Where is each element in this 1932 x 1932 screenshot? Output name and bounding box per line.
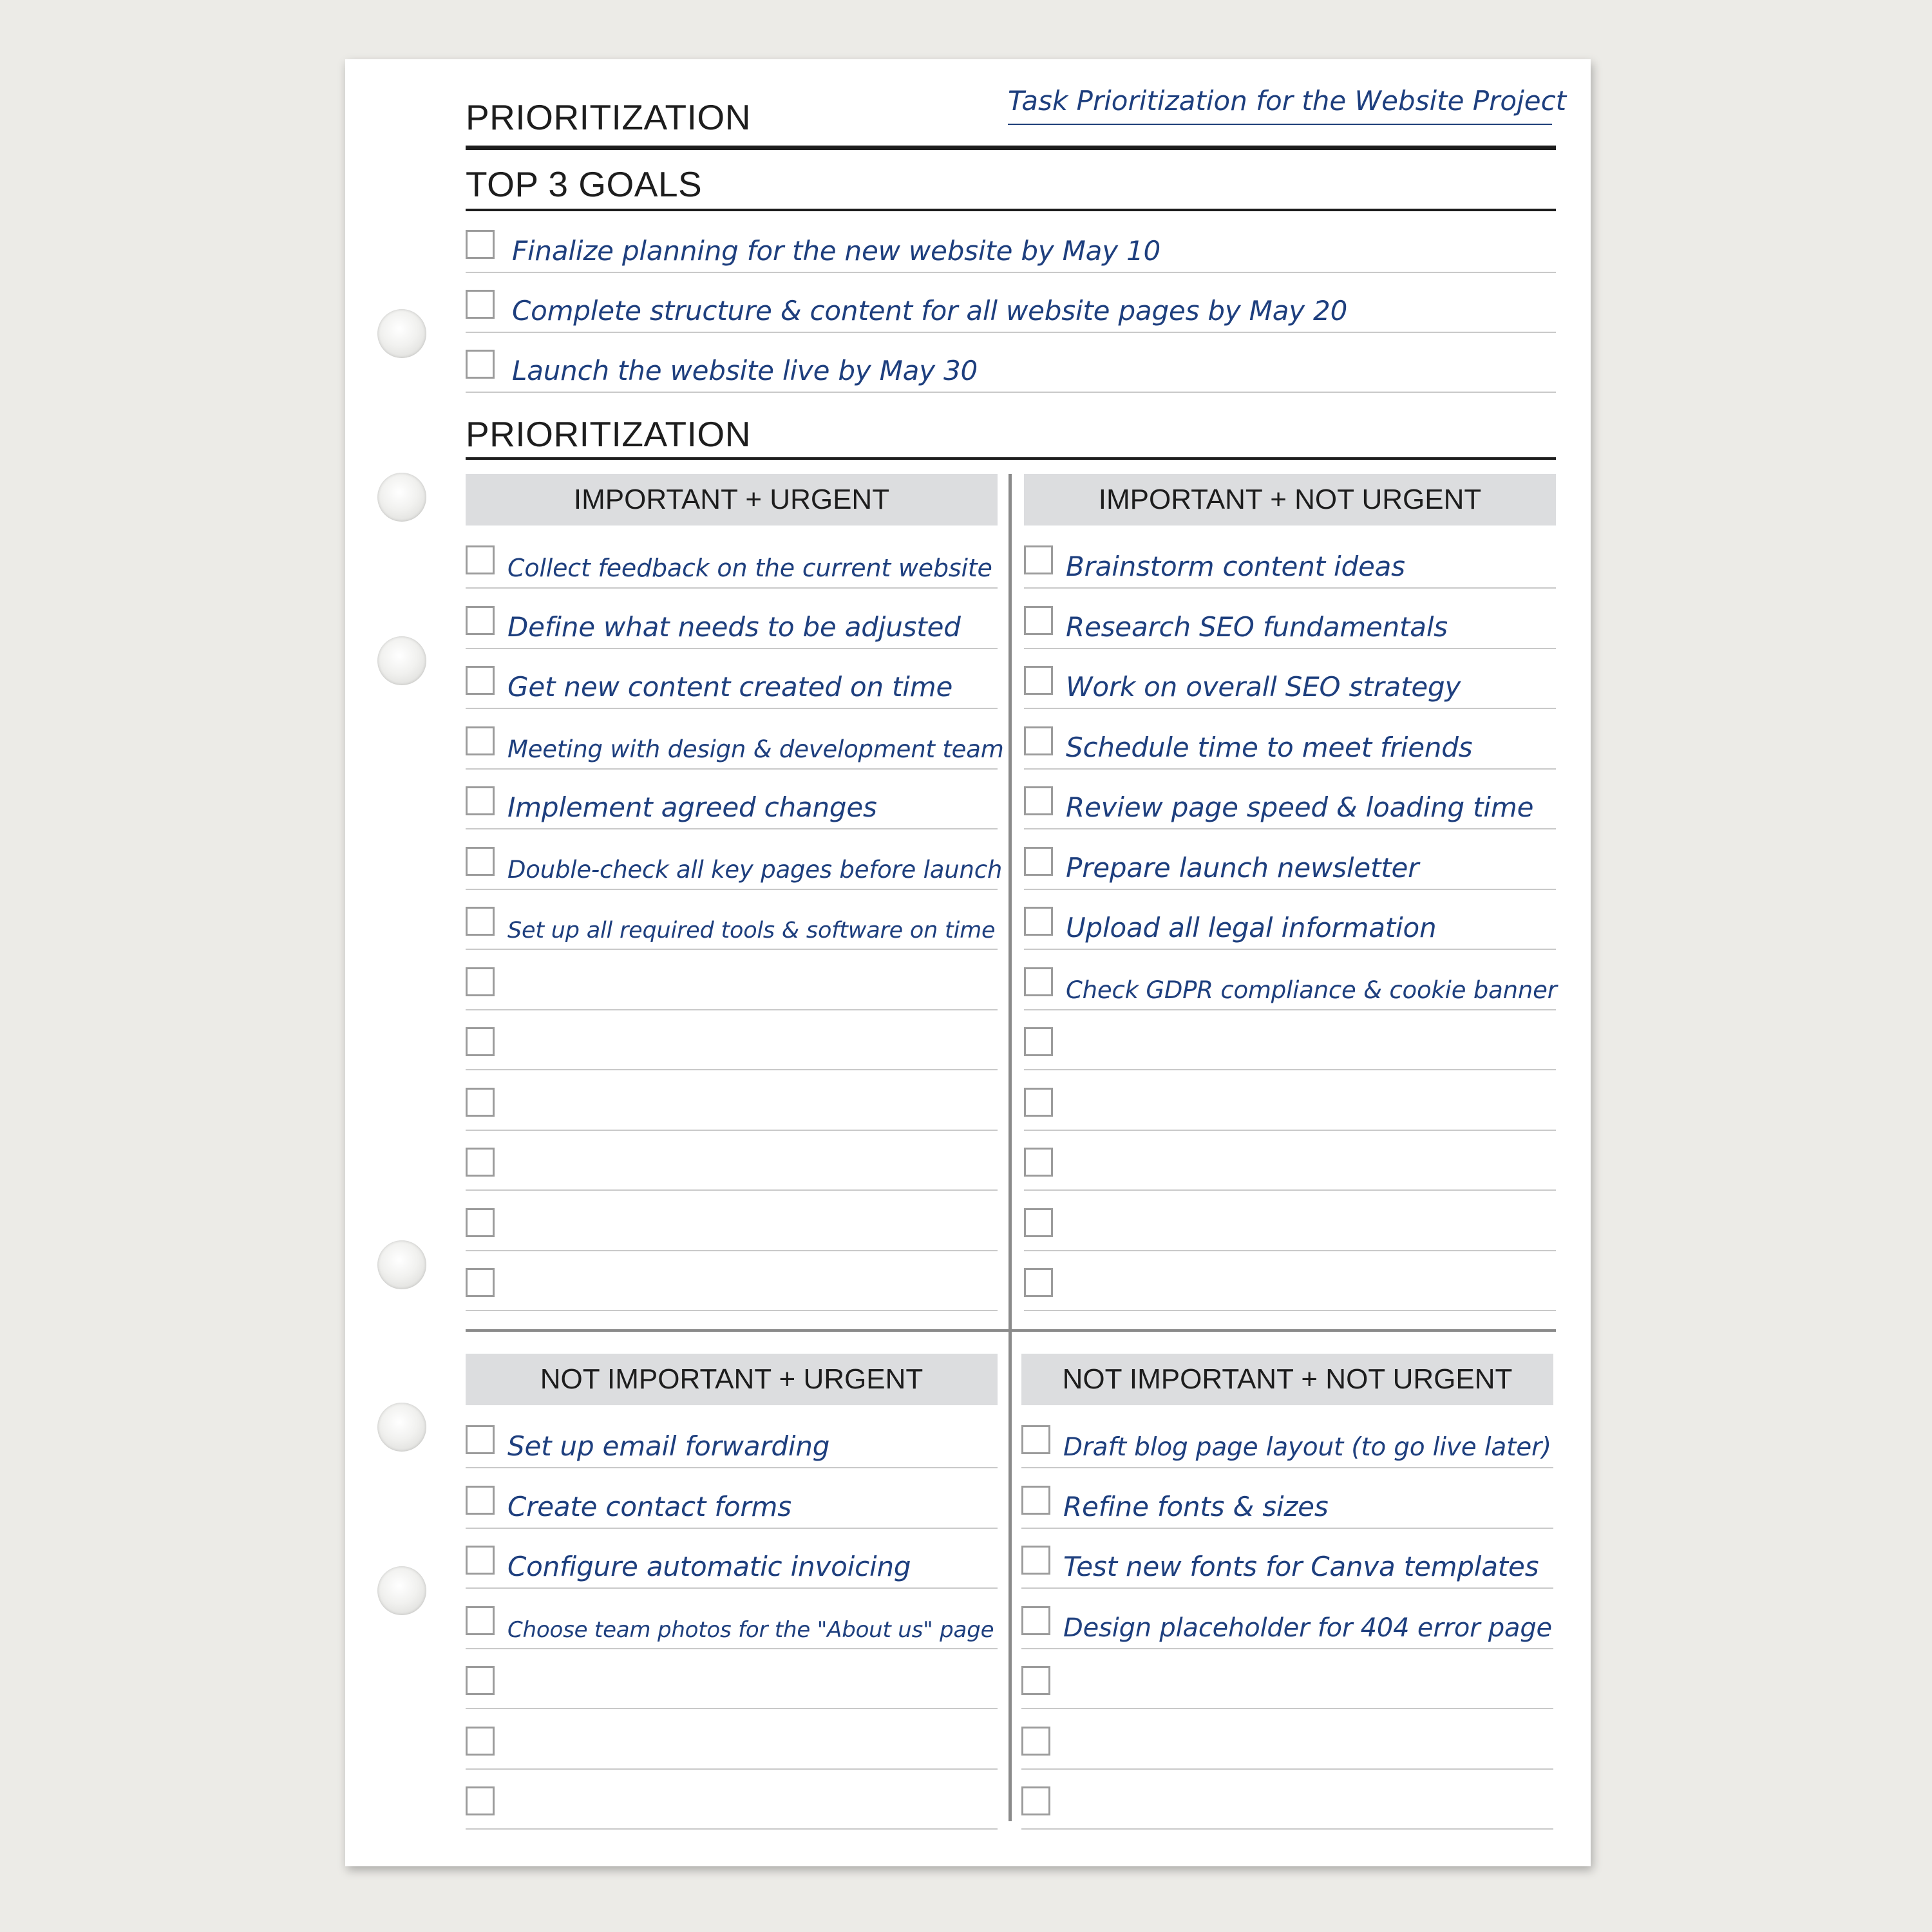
- task-checkbox[interactable]: [466, 1727, 495, 1756]
- task-text: Set up all required tools & software on time: [507, 918, 996, 943]
- task-row: [1024, 1070, 1556, 1131]
- task-row: [466, 1649, 998, 1709]
- punch-hole: [377, 1403, 426, 1452]
- task-checkbox[interactable]: [1024, 666, 1053, 695]
- task-text: Implement agreed changes: [507, 791, 877, 823]
- task-checkbox[interactable]: [1021, 1425, 1050, 1454]
- task-checkbox[interactable]: [1024, 786, 1053, 815]
- task-row: [1021, 1649, 1553, 1709]
- task-row: [466, 1130, 998, 1191]
- planner-page: [345, 59, 1591, 1866]
- task-checkbox[interactable]: [466, 545, 495, 574]
- task-row: [466, 528, 998, 589]
- task-row: [1024, 649, 1556, 709]
- task-row: [466, 1251, 998, 1311]
- task-row: [1024, 1191, 1556, 1251]
- task-row: [466, 332, 1556, 393]
- task-row: [466, 649, 998, 709]
- task-checkbox[interactable]: [1024, 1148, 1053, 1177]
- task-text: Define what needs to be adjusted: [507, 611, 961, 643]
- quadrant-heading-not-important-urgent: NOT IMPORTANT + URGENT: [466, 1354, 998, 1405]
- matrix-vertical-divider: [1009, 474, 1012, 1821]
- task-checkbox[interactable]: [1024, 606, 1053, 635]
- task-row: [1021, 1528, 1553, 1589]
- quadrant-heading-not-important-not-urgent: NOT IMPORTANT + NOT URGENT: [1021, 1354, 1553, 1405]
- task-row: [466, 1589, 998, 1649]
- task-text: Brainstorm content ideas: [1066, 551, 1405, 582]
- task-text: Get new content created on time: [507, 671, 953, 703]
- task-checkbox[interactable]: [466, 1208, 495, 1237]
- punch-hole: [377, 1566, 426, 1615]
- task-checkbox[interactable]: [1024, 847, 1053, 876]
- task-checkbox[interactable]: [1024, 967, 1053, 996]
- title-rule: [466, 146, 1556, 150]
- task-row: [1024, 829, 1556, 890]
- task-checkbox[interactable]: [1024, 1208, 1053, 1237]
- task-checkbox[interactable]: [466, 726, 495, 755]
- task-checkbox[interactable]: [1021, 1486, 1050, 1515]
- task-checkbox[interactable]: [1021, 1786, 1050, 1815]
- task-row: [466, 1191, 998, 1251]
- task-row: [466, 769, 998, 829]
- task-checkbox[interactable]: [466, 1606, 495, 1635]
- task-checkbox[interactable]: [466, 907, 495, 936]
- task-text: Upload all legal information: [1066, 912, 1437, 943]
- matrix-rule: [466, 457, 1556, 460]
- task-row: [1024, 1010, 1556, 1070]
- task-row: [466, 1408, 998, 1468]
- task-text: Check GDPR compliance & cookie banner: [1066, 976, 1557, 1004]
- task-text: Schedule time to meet friends: [1066, 731, 1473, 763]
- goals-heading: TOP 3 GOALS: [466, 164, 703, 204]
- task-checkbox[interactable]: [1021, 1666, 1050, 1695]
- task-row: [466, 213, 1556, 273]
- task-text: Draft blog page layout (to go live later): [1063, 1433, 1551, 1462]
- page-title: PRIORITIZATION: [466, 97, 751, 137]
- task-checkbox[interactable]: [1024, 1088, 1053, 1117]
- task-checkbox[interactable]: [1024, 1268, 1053, 1297]
- task-row: [1024, 1130, 1556, 1191]
- task-row: [466, 272, 1556, 333]
- task-row: [1021, 1408, 1553, 1468]
- punch-hole: [377, 309, 426, 358]
- task-checkbox[interactable]: [466, 350, 495, 379]
- task-row: [1021, 1709, 1553, 1770]
- task-text: Collect feedback on the current website: [507, 554, 992, 582]
- task-checkbox[interactable]: [1024, 726, 1053, 755]
- task-row: [466, 829, 1003, 890]
- task-row: [1024, 889, 1556, 950]
- task-checkbox[interactable]: [466, 1786, 495, 1815]
- task-row: [1024, 1251, 1556, 1311]
- quadrant-heading-important-not-urgent: IMPORTANT + NOT URGENT: [1024, 474, 1556, 526]
- task-row: [466, 1709, 998, 1770]
- task-text: Choose team photos for the "About us" page: [507, 1616, 994, 1643]
- task-checkbox[interactable]: [466, 847, 495, 876]
- matrix-heading: PRIORITIZATION: [466, 414, 751, 454]
- task-checkbox[interactable]: [466, 967, 495, 996]
- task-text: Prepare launch newsletter: [1066, 851, 1419, 884]
- task-row: [1024, 950, 1556, 1010]
- task-row: [466, 1528, 998, 1589]
- task-text: Test new fonts for Canva templates: [1063, 1551, 1539, 1582]
- task-text: Double-check all key pages before launch: [507, 855, 1003, 884]
- task-text: Research SEO fundamentals: [1066, 611, 1448, 643]
- task-checkbox[interactable]: [1024, 1027, 1053, 1056]
- task-row: [1021, 1769, 1553, 1830]
- task-row: [1024, 589, 1556, 649]
- task-checkbox[interactable]: [466, 290, 495, 319]
- punch-hole: [377, 1240, 426, 1289]
- task-row: [466, 709, 1004, 770]
- task-text: Refine fonts & sizes: [1063, 1490, 1329, 1522]
- task-checkbox[interactable]: [466, 1425, 495, 1454]
- task-row: [466, 1468, 998, 1529]
- task-checkbox[interactable]: [466, 1088, 495, 1117]
- task-row: [466, 1769, 998, 1830]
- task-row: [1024, 769, 1556, 829]
- page-subtitle: Task Prioritization for the Website Project: [1008, 85, 1552, 125]
- task-row: [1024, 528, 1556, 589]
- task-checkbox[interactable]: [1024, 545, 1053, 574]
- matrix-horizontal-divider: [466, 1329, 1556, 1332]
- goals-rule: [466, 209, 1556, 211]
- task-row: [466, 889, 998, 950]
- task-row: [1021, 1589, 1553, 1649]
- task-text: Complete structure & content for all website pages by May 20: [512, 295, 1348, 327]
- task-text: Set up email forwarding: [507, 1430, 830, 1462]
- task-checkbox[interactable]: [466, 1268, 495, 1297]
- task-checkbox[interactable]: [1021, 1606, 1050, 1635]
- task-text: Design placeholder for 404 error page: [1063, 1613, 1552, 1643]
- task-checkbox[interactable]: [466, 1546, 495, 1575]
- task-row: [466, 589, 998, 649]
- task-checkbox[interactable]: [466, 1666, 495, 1695]
- task-row: [1021, 1468, 1553, 1529]
- task-text: Launch the website live by May 30: [512, 355, 978, 386]
- task-checkbox[interactable]: [466, 1486, 495, 1515]
- task-text: Create contact forms: [507, 1490, 791, 1522]
- task-row: [1024, 709, 1556, 770]
- task-text: Work on overall SEO strategy: [1066, 671, 1461, 703]
- task-checkbox[interactable]: [466, 230, 495, 259]
- task-row: [466, 1070, 998, 1131]
- task-text: Finalize planning for the new website by May 10: [512, 235, 1161, 267]
- task-text: Meeting with design & development team: [507, 735, 1004, 763]
- task-checkbox[interactable]: [1021, 1546, 1050, 1575]
- task-text: Configure automatic invoicing: [507, 1551, 911, 1582]
- task-checkbox[interactable]: [466, 1027, 495, 1056]
- quadrant-heading-important-urgent: IMPORTANT + URGENT: [466, 474, 998, 526]
- punch-hole: [377, 636, 426, 685]
- task-checkbox[interactable]: [1024, 907, 1053, 936]
- task-checkbox[interactable]: [1021, 1727, 1050, 1756]
- task-row: [466, 1010, 998, 1070]
- task-text: Review page speed & loading time: [1066, 791, 1534, 823]
- task-row: [466, 950, 998, 1010]
- task-checkbox[interactable]: [466, 606, 495, 635]
- punch-hole: [377, 473, 426, 522]
- task-checkbox[interactable]: [466, 1148, 495, 1177]
- task-checkbox[interactable]: [466, 666, 495, 695]
- task-checkbox[interactable]: [466, 786, 495, 815]
